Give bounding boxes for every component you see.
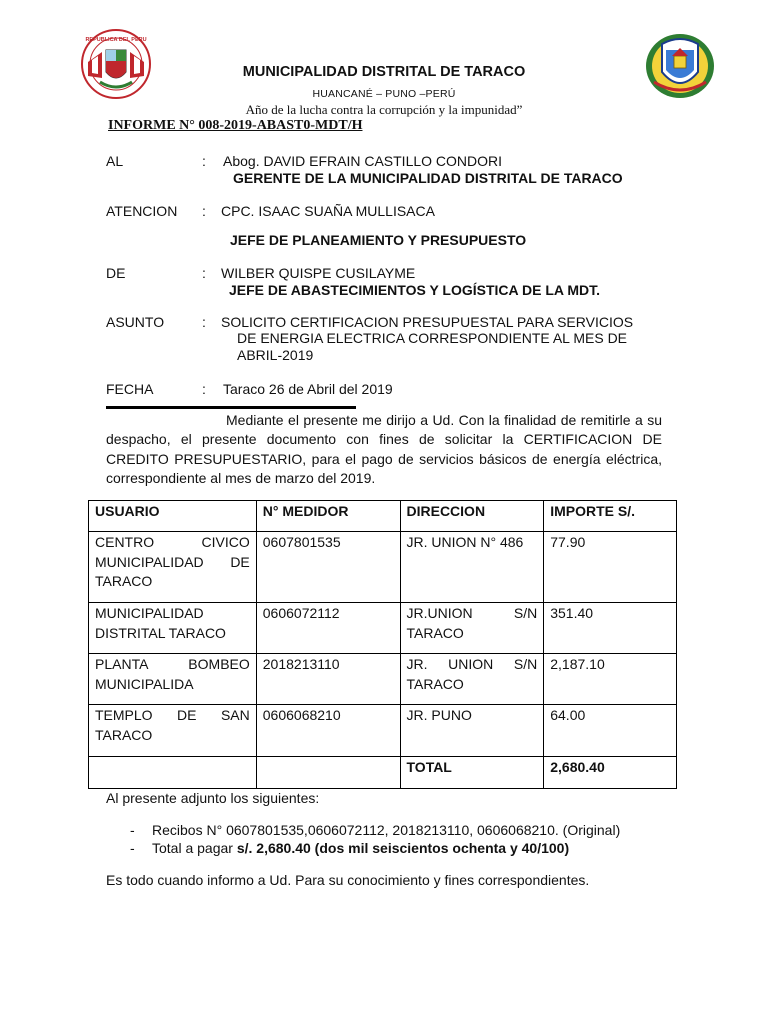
cell-medidor: 0607801535 <box>256 532 400 603</box>
cell-medidor: 0606072112 <box>256 603 400 654</box>
cell-usuario-last: DISTRITAL TARACO <box>95 624 226 641</box>
attachment-item-2-prefix: Total a pagar <box>152 840 237 856</box>
header-usuario: USUARIO <box>89 501 257 532</box>
cell-usuario <box>89 603 257 654</box>
cell-usuario <box>89 532 257 603</box>
asunto-line-2: DE ENERGIA ELECTRICA CORRESPONDIENTE AL MES DE <box>237 330 628 346</box>
atencion-colon: : <box>202 203 206 219</box>
attachment-item-1 <box>130 822 620 839</box>
al-colon: : <box>202 153 206 169</box>
asunto-line-3: ABRIL-2019 <box>237 347 314 363</box>
header-importe: IMPORTE S/. <box>544 501 677 532</box>
table-row <box>89 705 677 757</box>
atencion-name: CPC. ISAAC SUAÑA MULLISACA <box>221 203 435 219</box>
header-direccion: DIRECCION <box>400 501 544 532</box>
attachment-item-2 <box>130 840 569 857</box>
body-paragraph <box>106 411 662 489</box>
cell-direccion-text: JR.UNION S/N <box>406 605 538 621</box>
al-name: Abog. DAVID EFRAIN CASTILLO CONDORI <box>223 153 503 169</box>
cell-usuario-text: CENTRO CIVICO MUNICIPALIDAD DE <box>95 534 250 570</box>
cell-direccion: JR. UNION N° 486 <box>400 532 544 603</box>
cell-direccion-last: TARACO <box>406 675 464 692</box>
report-number: INFORME N° 008-2019-ABAST0-MDT/H <box>108 118 363 133</box>
cell-empty <box>256 757 400 789</box>
cell-usuario <box>89 705 257 757</box>
table-row <box>89 603 677 654</box>
bullet-dash: - <box>130 822 135 838</box>
de-label: DE <box>106 265 126 281</box>
fecha-colon: : <box>202 381 206 397</box>
attachment-item-1-text: Recibos N° 0607801535,0606072112, 2018213110, 0606068210. (Original) <box>152 822 621 838</box>
cell-usuario-text: TEMPLO DE SAN <box>95 707 250 723</box>
cell-importe: 351.40 <box>544 603 677 654</box>
cell-direccion: JR. PUNO <box>400 705 544 757</box>
al-role: GERENTE DE LA MUNICIPALIDAD DISTRITAL DE TARACO <box>233 170 623 186</box>
cell-direccion <box>400 654 544 705</box>
table-header-row <box>89 501 677 532</box>
year-motto: Año de la lucha contra la corrupción y la impunidad” <box>245 102 523 117</box>
cell-importe: 77.90 <box>544 532 677 603</box>
cell-direccion-last: TARACO <box>406 624 464 641</box>
al-label: AL <box>106 153 124 169</box>
cell-direccion <box>400 603 544 654</box>
asunto-colon: : <box>202 314 206 330</box>
attachments-intro: Al presente adjunto los siguientes: <box>106 790 320 806</box>
table-row <box>89 532 677 603</box>
fecha-value: Taraco 26 de Abril del 2019 <box>223 381 393 397</box>
seal-text: REPUBLICA DEL PERU <box>85 37 147 43</box>
cell-usuario-text: PLANTA BOMBEO <box>95 656 250 672</box>
fecha-label: FECHA <box>106 381 154 397</box>
energy-services-table <box>88 500 677 789</box>
de-role: JEFE DE ABASTECIMIENTOS Y LOGÍSTICA DE LA MDT. <box>229 282 601 298</box>
de-colon: : <box>202 265 206 281</box>
table-row <box>89 654 677 705</box>
table-total-row <box>89 757 677 789</box>
de-name: WILBER QUISPE CUSILAYME <box>221 265 416 281</box>
cell-usuario-last: MUNICIPALIDA <box>95 675 194 692</box>
cell-usuario-last: TARACO <box>95 573 153 589</box>
cell-importe: 2,187.10 <box>544 654 677 705</box>
atencion-role: JEFE DE PLANEAMIENTO Y PRESUPUESTO <box>230 232 527 248</box>
cell-medidor: 2018213110 <box>256 654 400 705</box>
total-label: TOTAL <box>400 757 544 789</box>
cell-empty <box>89 757 257 789</box>
body-paragraph-text: Mediante el presente me dirijo a Ud. Con la finalidad de remitirle a su despacho, el presente documento con fines de solicitar la CERTIFICACION DE CREDITO PRESUPUESTARIO, para el pago de servicios básicos de energía eléctrica, correspondiente al mes de marzo del 2019. <box>106 412 662 487</box>
cell-medidor: 0606068210 <box>256 705 400 757</box>
municipality-title: MUNICIPALIDAD DISTRITAL DE TARACO <box>242 64 526 80</box>
separator-rule <box>106 406 356 409</box>
atencion-label: ATENCION <box>106 203 178 219</box>
location-subtitle: HUANCANÉ – PUNO –PERÚ <box>312 88 456 100</box>
cell-usuario-last: TARACO <box>95 726 153 743</box>
cell-usuario-text: MUNICIPALIDAD <box>95 605 204 621</box>
closing-text: Es todo cuando informo a Ud. Para su conocimiento y fines correspondientes. <box>106 872 590 888</box>
bullet-dash: - <box>130 840 135 856</box>
total-value: 2,680.40 <box>544 757 677 789</box>
cell-direccion-text: JR. UNION S/N <box>406 656 538 672</box>
header-medidor: N° MEDIDOR <box>256 501 400 532</box>
total-amount-text: s/. 2,680.40 (dos mil seiscientos ochenta y 40/100) <box>236 840 570 856</box>
cell-usuario <box>89 654 257 705</box>
cell-importe: 64.00 <box>544 705 677 757</box>
asunto-line-1: SOLICITO CERTIFICACION PRESUPUESTAL PARA SERVICIOS <box>221 314 634 330</box>
asunto-label: ASUNTO <box>106 314 165 330</box>
